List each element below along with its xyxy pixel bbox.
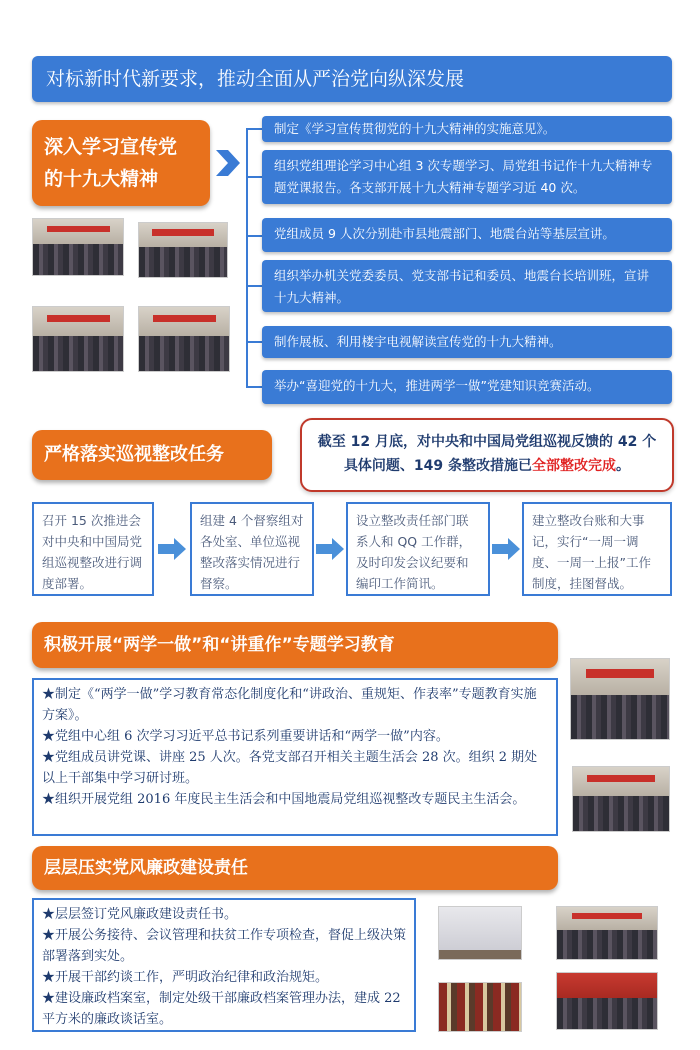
- tree-branch: [246, 235, 262, 237]
- chevron-right-icon: [212, 148, 242, 178]
- section1-item-6: 举办“喜迎党的十九大，推进两学一做”党建知识竞赛活动。: [262, 370, 672, 404]
- tree-connector: [246, 128, 248, 388]
- meeting-photo: [556, 972, 658, 1030]
- section1-title-line1: 深入学习宣传党: [44, 136, 178, 158]
- section4-line-3: ★开展干部约谈工作，严明政治纪律和政治规矩。: [42, 970, 329, 985]
- section1-item-4: 组织举办机关党委委员、党支部书记和委员、地震台长培训班，宣讲十九大精神。: [262, 260, 672, 312]
- meeting-photo: [32, 218, 124, 276]
- archive-photo: [438, 982, 522, 1032]
- section3-line-3: ★党组成员讲党课、讲座 25 人次。各党支部召开相关主题生活会 28 次。组织 2 期处以上干部集中学习研讨班。: [42, 750, 538, 786]
- step-box-2: 组建 4 个督察组对各处室、单位巡视整改落实情况进行督察。: [190, 502, 314, 596]
- section1-item-2: 组织党组理论学习中心组 3 次专题学习、局党组书记作十九大精神专题党课报告。各支部开展十九大精神专题学习近 40 次。: [262, 150, 672, 204]
- meeting-photo: [138, 222, 228, 278]
- tree-branch: [246, 386, 262, 388]
- meeting-photo: [138, 306, 230, 372]
- arrow-right-icon: [158, 538, 186, 560]
- section1-title-line2: 的十九大精神: [44, 168, 159, 190]
- step-box-4: 建立整改台账和大事记，实行“一周一调度、一周一上报”工作制度，挂图督战。: [522, 502, 672, 596]
- tree-branch: [246, 285, 262, 287]
- section3-line-2: ★党组中心组 6 次学习习近平总书记系列重要讲话和“两学一做”内容。: [42, 729, 449, 744]
- tree-branch: [246, 176, 262, 178]
- section1-item-5: 制作展板、利用楼宇电视解读宣传党的十九大精神。: [262, 326, 672, 358]
- step-box-3: 设立整改责任部门联系人和 QQ 工作群，及时印发会议纪要和编印工作简讯。: [346, 502, 490, 596]
- notice-highlight: 全部整改完成: [532, 458, 617, 474]
- section3-line-1: ★制定《“两学一做”学习教育常态化制度化和“讲政治、重规矩、作表率”专题教育实施方案》。: [42, 687, 537, 723]
- section1-item-3: 党组成员 9 人次分别赴市县地震部门、地震台站等基层宣讲。: [262, 218, 672, 252]
- section3-content: [32, 678, 558, 836]
- meeting-photo: [556, 906, 658, 960]
- section1-title: [32, 120, 210, 206]
- section4-title: 层层压实党风廉政建设责任: [32, 846, 558, 890]
- page-banner-title: 对标新时代新要求，推动全面从严治党向纵深发展: [32, 56, 672, 102]
- section2-title: 严格落实巡视整改任务: [32, 430, 272, 480]
- notice-text: 截至 12 月底，对中央和中国局党组巡视反馈的 42 个具体问题、149 条整改措施已: [317, 434, 657, 474]
- meeting-photo: [572, 766, 670, 832]
- section4-line-1: ★层层签订党风廉政建设责任书。: [42, 907, 238, 922]
- notice-end: 。: [616, 458, 631, 474]
- office-photo: [438, 906, 522, 960]
- arrow-right-icon: [316, 538, 344, 560]
- section3-title: 积极开展“两学一做”和“讲重作”专题学习教育: [32, 622, 558, 668]
- section4-line-4: ★建设廉政档案室，制定处级干部廉政档案管理办法，建成 22 平方米的廉政谈话室。: [42, 991, 401, 1027]
- meeting-photo: [570, 658, 670, 740]
- rectification-notice: [300, 418, 674, 492]
- section1-item-1: 制定《学习宣传贯彻党的十九大精神的实施意见》。: [262, 116, 672, 142]
- tree-branch: [246, 128, 262, 130]
- step-box-1: 召开 15 次推进会对中央和中国局党组巡视整改进行调度部署。: [32, 502, 154, 596]
- tree-branch: [246, 341, 262, 343]
- section4-line-2: ★开展公务接待、会议管理和扶贫工作专项检查，督促上级决策部署落到实处。: [42, 928, 407, 964]
- arrow-right-icon: [492, 538, 520, 560]
- section4-content: [32, 898, 416, 1032]
- section3-line-4: ★组织开展党组 2016 年度民主生活会和中国地震局党组巡视整改专题民主生活会。: [42, 792, 526, 807]
- meeting-photo: [32, 306, 124, 372]
